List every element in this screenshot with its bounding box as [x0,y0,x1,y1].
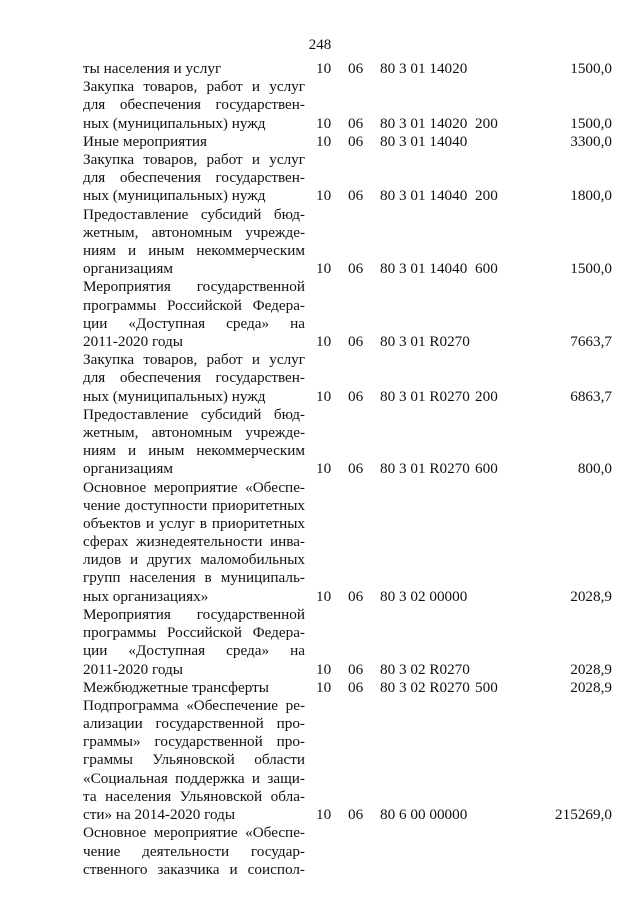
target-article-code: 80 3 01 R0270 [380,460,470,478]
description-line: ниям и иным некоммерческим [83,241,305,259]
table-row [0,78,640,133]
description-line: ции «Доступная среда» на [83,642,305,660]
row-description [83,824,305,879]
description-line: ных (муниципальных) нужд [83,387,266,405]
amount: 1500,0 [570,114,612,132]
table-row [0,479,640,606]
description-line: Подпрограмма «Обеспечение ре- [83,696,305,714]
description-line: для обеспечения государствен- [83,369,305,387]
table-row [0,351,640,406]
row-description [83,351,305,406]
subsection-code: 06 [348,114,364,132]
description-line: организациям [83,260,174,278]
expense-type-code: 500 [475,678,498,696]
description-line: Основное мероприятие «Обеспе- [83,824,305,842]
subsection-code: 06 [348,387,364,405]
section-code: 10 [316,132,332,150]
description-line: сферах жизнедеятельности инва- [83,533,305,551]
table-row [0,206,640,279]
description-line: Закупка товаров, работ и услуг [83,351,305,369]
description-line: лидов и других маломобильных [83,551,305,569]
description-line: ниям и иным некоммерческим [83,442,305,460]
row-description [83,278,305,351]
subsection-code: 06 [348,332,364,350]
description-line: ализации государственной про- [83,715,305,733]
target-article-code: 80 3 01 14040 [380,187,468,205]
description-line: «Социальная поддержка и защи- [83,769,305,787]
section-code: 10 [316,332,332,350]
subsection-code: 06 [348,60,364,77]
description-line: организациям [83,460,174,478]
subsection-code: 06 [348,678,364,696]
subsection-code: 06 [348,132,364,150]
expense-type-code: 600 [475,260,498,278]
row-description [83,133,305,151]
table-row [0,151,640,206]
expense-type-code: 200 [475,114,498,132]
description-line: ных (муниципальных) нужд [83,187,266,205]
target-article-code: 80 3 01 R0270 [380,332,470,350]
row-description [83,679,305,697]
section-code: 10 [316,806,332,824]
amount: 2028,9 [570,660,612,678]
section-code: 10 [316,660,332,678]
expense-type-code: 600 [475,460,498,478]
section-code: 10 [316,387,332,405]
amount: 7663,7 [570,332,612,350]
amount: 3300,0 [570,132,612,150]
target-article-code: 80 3 01 14020 [380,114,468,132]
row-description [83,479,305,606]
description-line: жетным, автономным учрежде- [83,423,305,441]
description-line: объектов и услуг в приоритетных [83,514,305,532]
subsection-code: 06 [348,460,364,478]
section-code: 10 [316,460,332,478]
amount: 2028,9 [570,587,612,605]
description-line: программы Российской Федера- [83,296,305,314]
section-code: 10 [316,60,332,77]
description-line: ных организациях» [83,587,209,605]
subsection-code: 06 [348,806,364,824]
description-line: Межбюджетные трансферты [83,678,269,696]
description-line: та населения Ульяновской обла- [83,787,305,805]
description-line: жетным, автономным учрежде- [83,223,305,241]
row-description [83,151,305,206]
section-code: 10 [316,678,332,696]
amount: 1500,0 [570,60,612,77]
subsection-code: 06 [348,587,364,605]
description-line: сти» на 2014-2020 годы [83,806,236,824]
description-line: групп населения в муниципаль- [83,569,305,587]
amount: 2028,9 [570,678,612,696]
target-article-code: 80 3 02 R0270 [380,660,470,678]
subsection-code: 06 [348,660,364,678]
target-article-code: 80 3 02 R0270 [380,678,470,696]
subsection-code: 06 [348,187,364,205]
target-article-code: 80 3 02 00000 [380,587,468,605]
table-row [0,824,640,879]
section-code: 10 [316,260,332,278]
description-line: ных (муниципальных) нужд [83,114,266,132]
subsection-code: 06 [348,260,364,278]
description-line: ственного заказчика и соиспол- [83,860,305,878]
description-line: ции «Доступная среда» на [83,314,305,332]
budget-table [0,60,640,879]
expense-type-code: 200 [475,387,498,405]
description-line: Основное мероприятие «Обеспе- [83,478,305,496]
target-article-code: 80 3 01 14020 [380,60,468,77]
description-line: ты населения и услуг [83,60,222,77]
row-description [83,606,305,679]
description-line: Предоставление субсидий бюд- [83,405,305,423]
table-row [0,60,640,78]
amount: 215269,0 [555,806,612,824]
target-article-code: 80 3 01 R0270 [380,387,470,405]
description-line: 2011-2020 годы [83,332,183,350]
section-code: 10 [316,114,332,132]
description-line: Предоставление субсидий бюд- [83,205,305,223]
description-line: Закупка товаров, работ и услуг [83,150,305,168]
description-line: Мероприятия государственной [83,278,305,296]
expense-type-code: 200 [475,187,498,205]
page-number: 248 [308,37,332,53]
row-description [83,60,305,78]
row-description [83,406,305,479]
description-line: Иные мероприятия [83,132,207,150]
amount: 1800,0 [570,187,612,205]
table-row [0,133,640,151]
table-row [0,606,640,679]
description-line: Мероприятия государственной [83,605,305,623]
table-row [0,278,640,351]
description-line: граммы» государственной про- [83,733,305,751]
amount: 1500,0 [570,260,612,278]
description-line: для обеспечения государствен- [83,169,305,187]
amount: 6863,7 [570,387,612,405]
row-description [83,697,305,824]
description-line: 2011-2020 годы [83,660,183,678]
row-description [83,78,305,133]
row-description [83,206,305,279]
target-article-code: 80 3 01 14040 [380,260,468,278]
description-line: для обеспечения государствен- [83,96,305,114]
description-line: граммы Ульяновской области [83,751,305,769]
section-code: 10 [316,587,332,605]
amount: 800,0 [577,460,612,478]
description-line: чение деятельности государ- [83,842,305,860]
target-article-code: 80 6 00 00000 [380,806,468,824]
description-line: программы Российской Федера- [83,624,305,642]
target-article-code: 80 3 01 14040 [380,132,468,150]
section-code: 10 [316,187,332,205]
table-row [0,406,640,479]
description-line: Закупка товаров, работ и услуг [83,78,305,96]
description-line: чение доступности приоритетных [83,496,305,514]
table-row [0,697,640,824]
table-row [0,679,640,697]
